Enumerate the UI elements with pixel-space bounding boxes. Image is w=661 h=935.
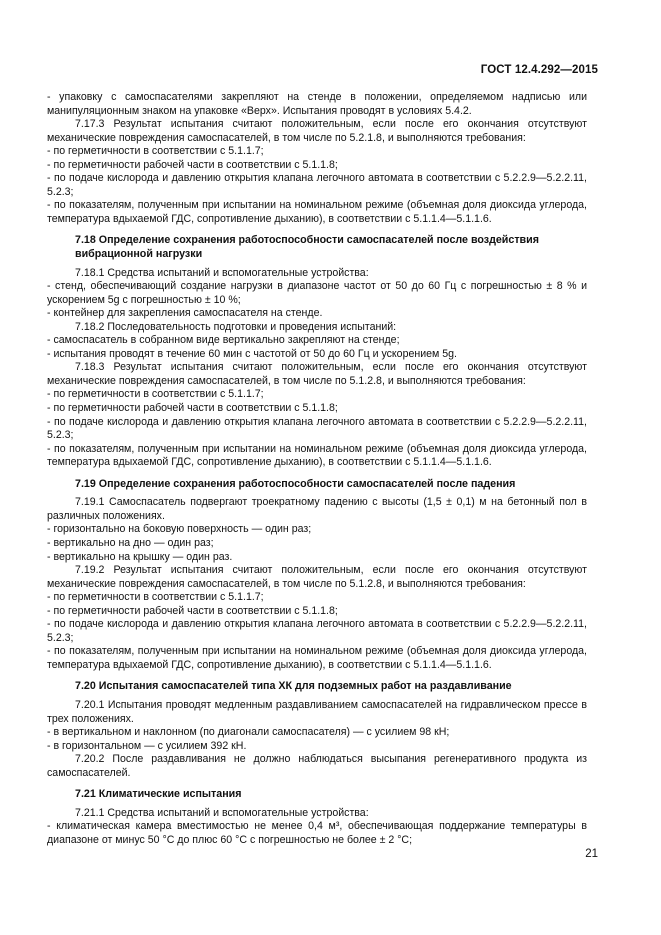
- paragraph: 7.18.2 Последовательность подготовки и проведения испытаний:: [75, 320, 397, 333]
- section-heading: 7.18 Определение сохранения работоспособности самоспасателей после воздействия вибрационной нагрузки: [75, 234, 539, 261]
- list-item: - по герметичности рабочей части в соответствии с 5.1.1.8;: [47, 604, 338, 617]
- paragraph: 7.18.3 Результат испытания считают положительным, если после его окончания отсутствуют механические повреждения самоспасателей, в том числе по 5.1.2.8, и выполняются требования:: [47, 361, 587, 387]
- list-item: - контейнер для закрепления самоспасателя на стенде.: [47, 307, 323, 320]
- list-item: - самоспасатель в собранном виде вертикально закрепляют на стенде;: [47, 334, 400, 347]
- list-item: - по подаче кислорода и давлению открытия клапана легочного автомата в соответствии с 5.2.2.9—5.2.2.11, 5.2.3;: [47, 415, 587, 442]
- paragraph: 7.18.1 Средства испытаний и вспомогательные устройства:: [75, 266, 369, 279]
- paragraph: 7.17.3 Результат испытания считают положительным, если после его окончания отсутствуют механические повреждения самоспасателей, в том числе по 5.2.1.8, и выполняются требования:: [47, 118, 587, 144]
- list-item: - по герметичности рабочей части в соответствии с 5.1.1.8;: [47, 402, 338, 415]
- section-heading: 7.20 Испытания самоспасателей типа ХК для подземных работ на раздавливание: [75, 680, 512, 693]
- paragraph: 7.21.1 Средства испытаний и вспомогательные устройства:: [75, 806, 369, 819]
- list-item: - по показателям, полученным при испытании на номинальном режиме (объемная доля диоксида углерода, температура вдыхаемой ГДС, сопротивление дыханию), в соответствии с 5.1.1.4—5.1.1.6.: [47, 199, 587, 225]
- list-item: - упаковку с самоспасателями закрепляют на стенде в положении, определяемом надписью или манипуляционным знаком на упаковке «Верх». Испытания проводят в условиях 5.4.2.: [47, 91, 587, 117]
- list-item: - по герметичности в соответствии с 5.1.1.7;: [47, 388, 264, 401]
- list-item: - по подаче кислорода и давлению открытия клапана легочного автомата в соответствии с 5.2.2.9—5.2.2.11, 5.2.3;: [47, 172, 587, 198]
- list-item: - по герметичности в соответствии с 5.1.1.7;: [47, 591, 264, 604]
- document-body: [47, 91, 587, 847]
- list-item: - вертикально на дно — один раз;: [47, 536, 214, 549]
- standard-header: ГОСТ 12.4.292—2015: [480, 64, 598, 76]
- section-heading: 7.19 Определение сохранения работоспособности самоспасателей после падения: [75, 477, 516, 490]
- list-item: - стенд, обеспечивающий создание нагрузки в диапазоне частот от 50 до 60 Гц с погрешностью ± 8 % и ускорением 5g с погрешностью ± 10 %;: [47, 280, 587, 306]
- paragraph: 7.19.1 Самоспасатель подвергают троекратному падению с высоты (1,5 ± 0,1) м на бетонный пол в различных положениях.: [47, 496, 587, 522]
- list-item: - горизонтально на боковую поверхность — один раз;: [47, 523, 312, 536]
- list-item: - по показателям, полученным при испытании на номинальном режиме (объемная доля диоксида углерода, температура вдыхаемой ГДС, сопротивление дыханию), в соответствии с 5.1.1.4—5.1.1.6.: [47, 442, 587, 469]
- list-item: - в горизонтальном — с усилием 392 кН.: [47, 739, 247, 752]
- list-item: - вертикально на крышку — один раз.: [47, 550, 233, 563]
- list-item: - по герметичности в соответствии с 5.1.1.7;: [47, 145, 264, 158]
- list-item: - по подаче кислорода и давлению открытия клапана легочного автомата в соответствии с 5.2.2.9—5.2.2.11, 5.2.3;: [47, 618, 587, 644]
- paragraph: 7.20.1 Испытания проводят медленным раздавливанием самоспасателей на гидравлическом прессе в трех положениях.: [47, 698, 587, 725]
- section-heading: 7.21 Климатические испытания: [75, 788, 242, 801]
- paragraph: 7.20.2 После раздавливания не должно наблюдаться высыпания регенеративного продукта из самоспасателей.: [47, 753, 587, 779]
- list-item: - по герметичности рабочей части в соответствии с 5.1.1.8;: [47, 158, 338, 171]
- list-item: - по показателям, полученным при испытании на номинальном режиме (объемная доля диоксида углерода, температура вдыхаемой ГДС, сопротивление дыханию), в соответствии с 5.1.1.4—5.1.1.6.: [47, 645, 587, 671]
- paragraph: 7.19.2 Результат испытания считают положительным, если после его окончания отсутствуют механические повреждения самоспасателей, в том числе по 5.1.2.8, и выполняются требования:: [47, 564, 587, 590]
- list-item: - климатическая камера вместимостью не менее 0,4 м³, обеспечивающая поддержание температуры в диапазоне от минус 50 °С до плюс 60 °С с погрешностью не более ± 2 °С;: [47, 820, 587, 846]
- page-number: 21: [585, 848, 598, 860]
- list-item: - испытания проводят в течение 60 мин с частотой от 50 до 60 Гц и ускорением 5g.: [47, 347, 457, 360]
- list-item: - в вертикальном и наклонном (по диагонали самоспасателя) — с усилием 98 кН;: [47, 726, 450, 739]
